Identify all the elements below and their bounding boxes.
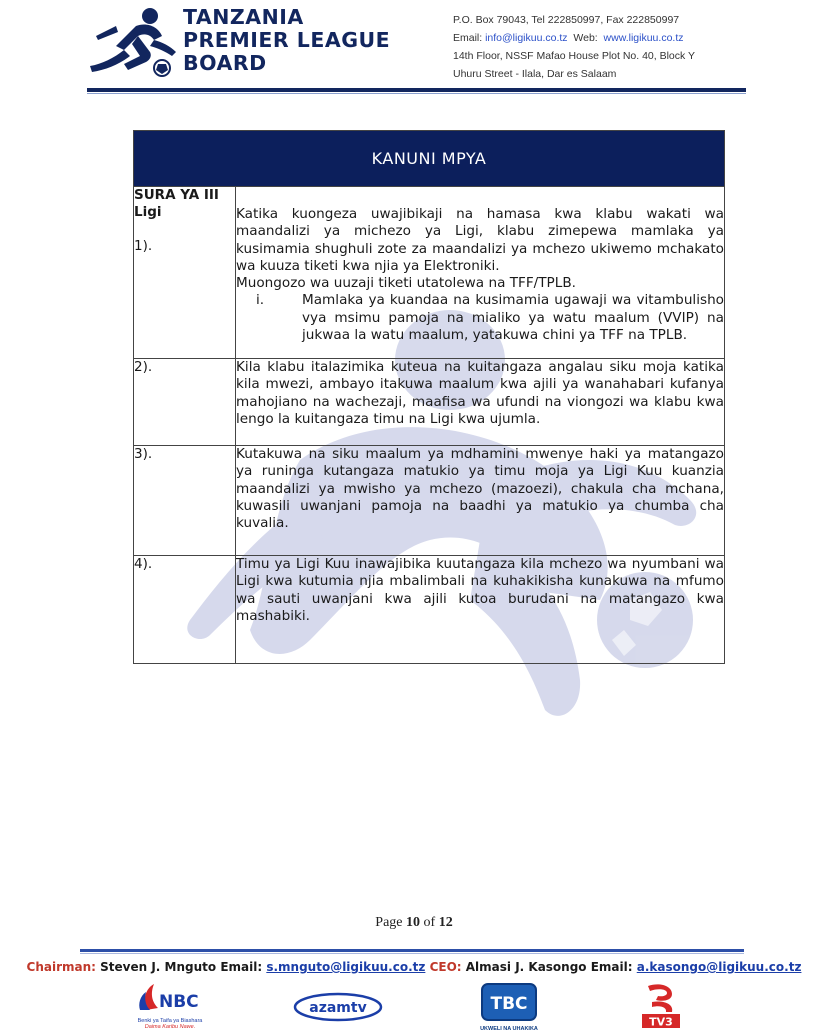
web-link[interactable]: www.ligikuu.co.tz [603,32,684,44]
section-sub-label: Ligi [134,204,162,220]
email-link[interactable]: info@ligikuu.co.tz [485,32,568,44]
ceo-name: Almasi J. Kasongo Email: [461,960,637,974]
chairman-label: Chairman: [26,960,96,974]
header-divider-thin [87,93,746,94]
footer-divider-thin [80,953,744,954]
tbc-logo [479,982,539,1030]
contact-floor-line: 14th Floor, NSSF Mafao House Plot No. 40, Block Y [453,50,696,62]
row-text: Kila klabu italazimika kuteua na kuitangaza angalau siku moja katika kila mwezi, ambayo itakuwa maalum kwa ajili ya wanahabari kufanya mahojiano na wachezaji, maafisa wa ufundi na viongozi wa klabu kwa lengo la kuitangaza timu na Ligi kwa ujumla. [236,359,725,446]
table-row [134,556,725,664]
nbc-text: NBC [159,992,199,1012]
tbc-logo-icon [479,982,539,1022]
email-label: Email: [453,32,486,44]
row-text: Kutakuwa na siku maalum ya mdhamini mwenye haki ya matangazo ya runinga kutangaza matukio ya timu moja ya Ligi Kuu kuanzia maandalizi ya mwisho ya mchezo (mazoezi), chakula cha mchana, kuwasili uwanjani pamoja na baadhi ya matukio ya chumba cha kuvalia. [236,446,725,556]
tv3-text: TV3 [649,1015,673,1029]
contact-email-web-line [453,29,695,47]
nbc-logo [132,980,208,1028]
sub-item-number: i. [256,292,265,309]
page-word: Page [375,915,403,930]
brand-line-1: TANZANIA [183,5,304,29]
page-current: 10 [406,915,421,930]
tplb-logo-icon [88,6,180,78]
contact-street-line: Uhuru Street - Ilala, Dar es Salaam [453,68,617,80]
table-title-row [134,131,725,187]
header-divider [87,88,746,92]
page-total: 12 [438,915,453,930]
tv3-logo-icon [638,982,684,1030]
ceo-label: CEO: [425,960,462,974]
row-number: 2). [134,359,236,446]
contact-block [453,11,695,83]
officials-line [0,960,828,974]
row-paragraph: Katika kuongeza uwajibikaji na hamasa kwa klabu wakati wa maandalizi ya michezo ya Ligi, klabu zimepewa mamlaka ya kusimamia shughuli zote za maandalizi ya mchezo ukiwemo mchakato wa kuuza tiketi kwa njia ya Elektroniki. [236,206,724,274]
nbc-logo-icon [132,980,208,1014]
brand-line-3: BOARD [183,51,267,75]
tbc-tagline: UKWELI NA UHAKIKA [480,1026,538,1032]
contact-address-line: P.O. Box 79043, Tel 222850997, Fax 222850997 [453,14,680,26]
azamtv-logo-icon [293,992,383,1022]
chairman-name: Steven J. Mnguto Email: [95,960,267,974]
row-label-cell [134,187,236,359]
page-of: of [423,915,436,930]
row-paragraph: Muongozo wa uuzaji tiketi utatolewa na TFF/TPLB. [236,275,576,292]
table-row [134,187,725,359]
tv3-logo [638,982,684,1030]
table-row [134,446,725,556]
azamtv-text: azamtv [309,1000,367,1016]
row-text: Timu ya Ligi Kuu inawajibika kuutangaza kila mchezo wa nyumbani wa Ligi kwa kutumia njia mbalimbali na kuhakikisha kunakuwa na mfumo wa sauti uwanjani kwa ajili kutoa burudani na matangazo kwa mashabiki. [236,556,725,664]
page-number [0,915,828,931]
brand-name [183,6,390,75]
row-number: 4). [134,556,236,664]
ceo-email-link[interactable]: a.kasongo@ligikuu.co.tz [636,960,802,974]
chairman-email-link[interactable]: s.mnguto@ligikuu.co.tz [266,960,426,974]
footer-divider [80,949,744,952]
sub-item [236,292,724,344]
brand-line-2: PREMIER LEAGUE [183,28,391,52]
azamtv-logo [293,992,383,1022]
table-title: KANUNI MPYA [134,131,725,187]
row-number: 3). [134,446,236,556]
table-row [134,359,725,446]
nbc-tagline-2: Daima Karibu Nawe. [144,1024,196,1030]
web-label: Web: [567,32,604,44]
section-label: SURA YA III [134,187,219,203]
rules-table [133,130,725,664]
tbc-text: TBC [490,994,528,1014]
nbc-tagline-1: Benki ya Taifa ya Biashara [137,1018,203,1024]
sub-item-text: Mamlaka ya kuandaa na kusimamia ugawaji wa vitambulisho vya msimu pamoja na mialiko ya watu maalum (VVIP) na jukwaa la watu maalum, yatakuwa chini ya TFF na TPLB. [302,292,724,344]
row-text-cell [236,187,725,359]
row-number: 1). [134,238,153,254]
